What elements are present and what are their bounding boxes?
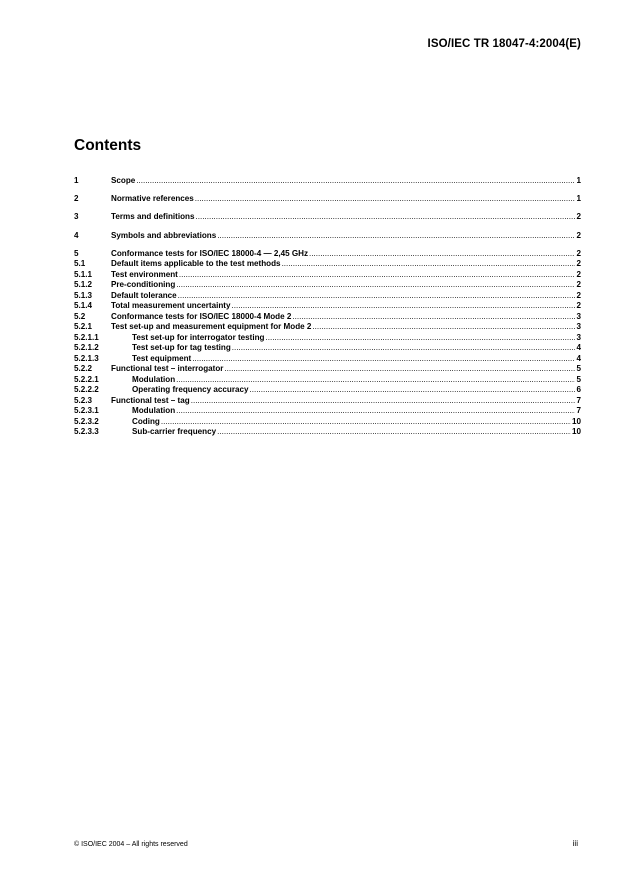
toc-entry-page: 7 xyxy=(576,406,581,416)
toc-entry-number: 5 xyxy=(74,248,79,258)
toc-entry-title: Test set-up for tag testing xyxy=(132,343,231,353)
toc-dot-leader xyxy=(309,249,575,260)
toc-entry-number: 3 xyxy=(74,212,79,222)
toc-entry-title: Conformance tests for ISO/IEC 18000-4 Mode 2 xyxy=(111,311,292,321)
toc-dot-leader xyxy=(176,280,575,291)
toc-entry-title: Coding xyxy=(132,416,160,426)
toc-entry-title: Test equipment xyxy=(132,353,192,363)
toc-entry-page: 3 xyxy=(576,311,581,321)
toc-entry[interactable] xyxy=(74,231,581,242)
toc-entry[interactable] xyxy=(74,301,581,312)
toc-entry-number: 4 xyxy=(74,230,79,240)
toc-entry-page: 2 xyxy=(576,248,581,258)
toc-entry-title: Default items applicable to the test methods xyxy=(111,259,281,269)
toc-dot-leader xyxy=(176,406,575,417)
toc-entry-title: Operating frequency accuracy xyxy=(132,385,249,395)
toc-dot-leader xyxy=(195,194,576,205)
toc-entry-page: 2 xyxy=(576,230,581,240)
toc-dot-leader xyxy=(312,322,575,333)
toc-entry-title: Test set-up for interrogator testing xyxy=(132,332,265,342)
toc-entry-number: 5.1.2 xyxy=(74,280,93,290)
toc-entry[interactable] xyxy=(74,312,581,323)
toc-dot-leader xyxy=(250,385,576,396)
toc-entry-title: Symbols and abbreviations xyxy=(111,230,217,240)
toc-entry-title: Test set-up and measurement equipment for Mode 2 xyxy=(111,322,312,332)
toc-entry-page: 4 xyxy=(576,343,581,353)
toc-entry-page: 2 xyxy=(576,280,581,290)
toc-entry-page: 2 xyxy=(576,290,581,300)
toc-dot-leader xyxy=(282,259,576,270)
toc-entry[interactable] xyxy=(74,333,581,344)
toc-entry-title: Normative references xyxy=(111,194,194,204)
toc-entry-number: 5.1 xyxy=(74,259,86,269)
toc-entry[interactable] xyxy=(74,427,581,438)
toc-entry-page: 1 xyxy=(576,194,581,204)
toc-entry[interactable] xyxy=(74,259,581,270)
toc-entry-title: Pre-conditioning xyxy=(111,280,176,290)
toc-entry[interactable] xyxy=(74,406,581,417)
toc-entry-page: 6 xyxy=(576,385,581,395)
toc-entry-page: 2 xyxy=(576,301,581,311)
toc-entry-number: 5.2.3.1 xyxy=(74,406,99,416)
toc-entry-number: 5.2.1.1 xyxy=(74,332,99,342)
toc-entry-page: 1 xyxy=(576,176,581,185)
toc-entry-title: Modulation xyxy=(132,406,176,416)
toc-entry-title: Scope xyxy=(111,176,136,185)
toc-entry[interactable] xyxy=(74,291,581,302)
toc-dot-leader xyxy=(232,343,576,354)
toc-entry-page: 7 xyxy=(576,395,581,405)
toc-entry-page: 3 xyxy=(576,332,581,342)
toc-dot-leader xyxy=(217,427,571,438)
toc-entry[interactable] xyxy=(74,375,581,386)
toc-dot-leader xyxy=(176,375,575,386)
toc-entry-page: 10 xyxy=(571,416,581,426)
toc-entry-page: 5 xyxy=(576,364,581,374)
toc-entry[interactable] xyxy=(74,270,581,281)
copyright-footer: © ISO/IEC 2004 – All rights reserved xyxy=(74,841,188,848)
toc-entry[interactable] xyxy=(74,364,581,375)
toc-dot-leader xyxy=(224,364,575,375)
toc-entry-number: 5.2.1 xyxy=(74,322,93,332)
toc-entry[interactable] xyxy=(74,354,581,365)
toc-entry-number: 5.1.1 xyxy=(74,269,93,279)
toc-entry[interactable] xyxy=(74,385,581,396)
toc-dot-leader xyxy=(192,354,575,365)
toc-entry-number: 5.2.1.2 xyxy=(74,343,99,353)
toc-entry-number: 5.1.3 xyxy=(74,290,93,300)
toc-entry-number: 5.2.2 xyxy=(74,364,93,374)
toc-entry-title: Sub-carrier frequency xyxy=(132,427,217,437)
toc-entry[interactable] xyxy=(74,176,581,187)
toc-entry-number: 1 xyxy=(74,176,79,185)
toc-entry[interactable] xyxy=(74,280,581,291)
toc-entry-number: 2 xyxy=(74,194,79,204)
toc-entry-page: 4 xyxy=(576,353,581,363)
toc-entry-title: Terms and definitions xyxy=(111,212,195,222)
toc-entry-title: Conformance tests for ISO/IEC 18000-4 — 2,45 GHz xyxy=(111,248,309,258)
toc-entry[interactable] xyxy=(74,396,581,407)
toc-dot-leader xyxy=(161,417,571,428)
toc-entry-title: Default tolerance xyxy=(111,290,177,300)
toc-dot-leader xyxy=(217,231,575,242)
toc-entry-number: 5.2.2.1 xyxy=(74,374,99,384)
toc-entry-title: Total measurement uncertainty xyxy=(111,301,231,311)
toc-dot-leader xyxy=(178,291,576,302)
toc-entry-page: 10 xyxy=(571,427,581,437)
toc-entry[interactable] xyxy=(74,343,581,354)
toc-entry[interactable] xyxy=(74,194,581,205)
toc-entry-page: 2 xyxy=(576,212,581,222)
toc-entry-page: 5 xyxy=(576,374,581,384)
toc-entry-title: Functional test – tag xyxy=(111,395,190,405)
toc-entry-number: 5.2.3.2 xyxy=(74,416,99,426)
toc-dot-leader xyxy=(266,333,576,344)
toc-entry-number: 5.2 xyxy=(74,311,86,321)
toc-entry[interactable] xyxy=(74,417,581,428)
page-number: iii xyxy=(572,839,578,848)
toc-dot-leader xyxy=(191,396,576,407)
toc-entry-page: 3 xyxy=(576,322,581,332)
toc-dot-leader xyxy=(292,312,575,323)
toc-dot-leader xyxy=(196,212,576,223)
toc-entry-title: Test environment xyxy=(111,269,178,279)
toc-entry-number: 5.2.3.3 xyxy=(74,427,99,437)
toc-entry[interactable] xyxy=(74,249,581,260)
toc-dot-leader xyxy=(232,301,576,312)
toc-entry-title: Modulation xyxy=(132,374,176,384)
toc-entry-page: 2 xyxy=(576,259,581,269)
toc-entry-number: 5.2.2.2 xyxy=(74,385,99,395)
table-of-contents xyxy=(74,176,581,438)
toc-entry-page: 2 xyxy=(576,269,581,279)
toc-entry[interactable] xyxy=(74,322,581,333)
document-id-header: ISO/IEC TR 18047-4:2004(E) xyxy=(427,38,581,50)
toc-dot-leader xyxy=(136,176,575,187)
toc-dot-leader xyxy=(179,270,576,281)
toc-entry-title: Functional test – interrogator xyxy=(111,364,224,374)
page-title: Contents xyxy=(74,137,142,154)
toc-entry-number: 5.2.3 xyxy=(74,395,93,405)
toc-entry-number: 5.1.4 xyxy=(74,301,93,311)
toc-entry-number: 5.2.1.3 xyxy=(74,353,99,363)
toc-entry[interactable] xyxy=(74,212,581,223)
